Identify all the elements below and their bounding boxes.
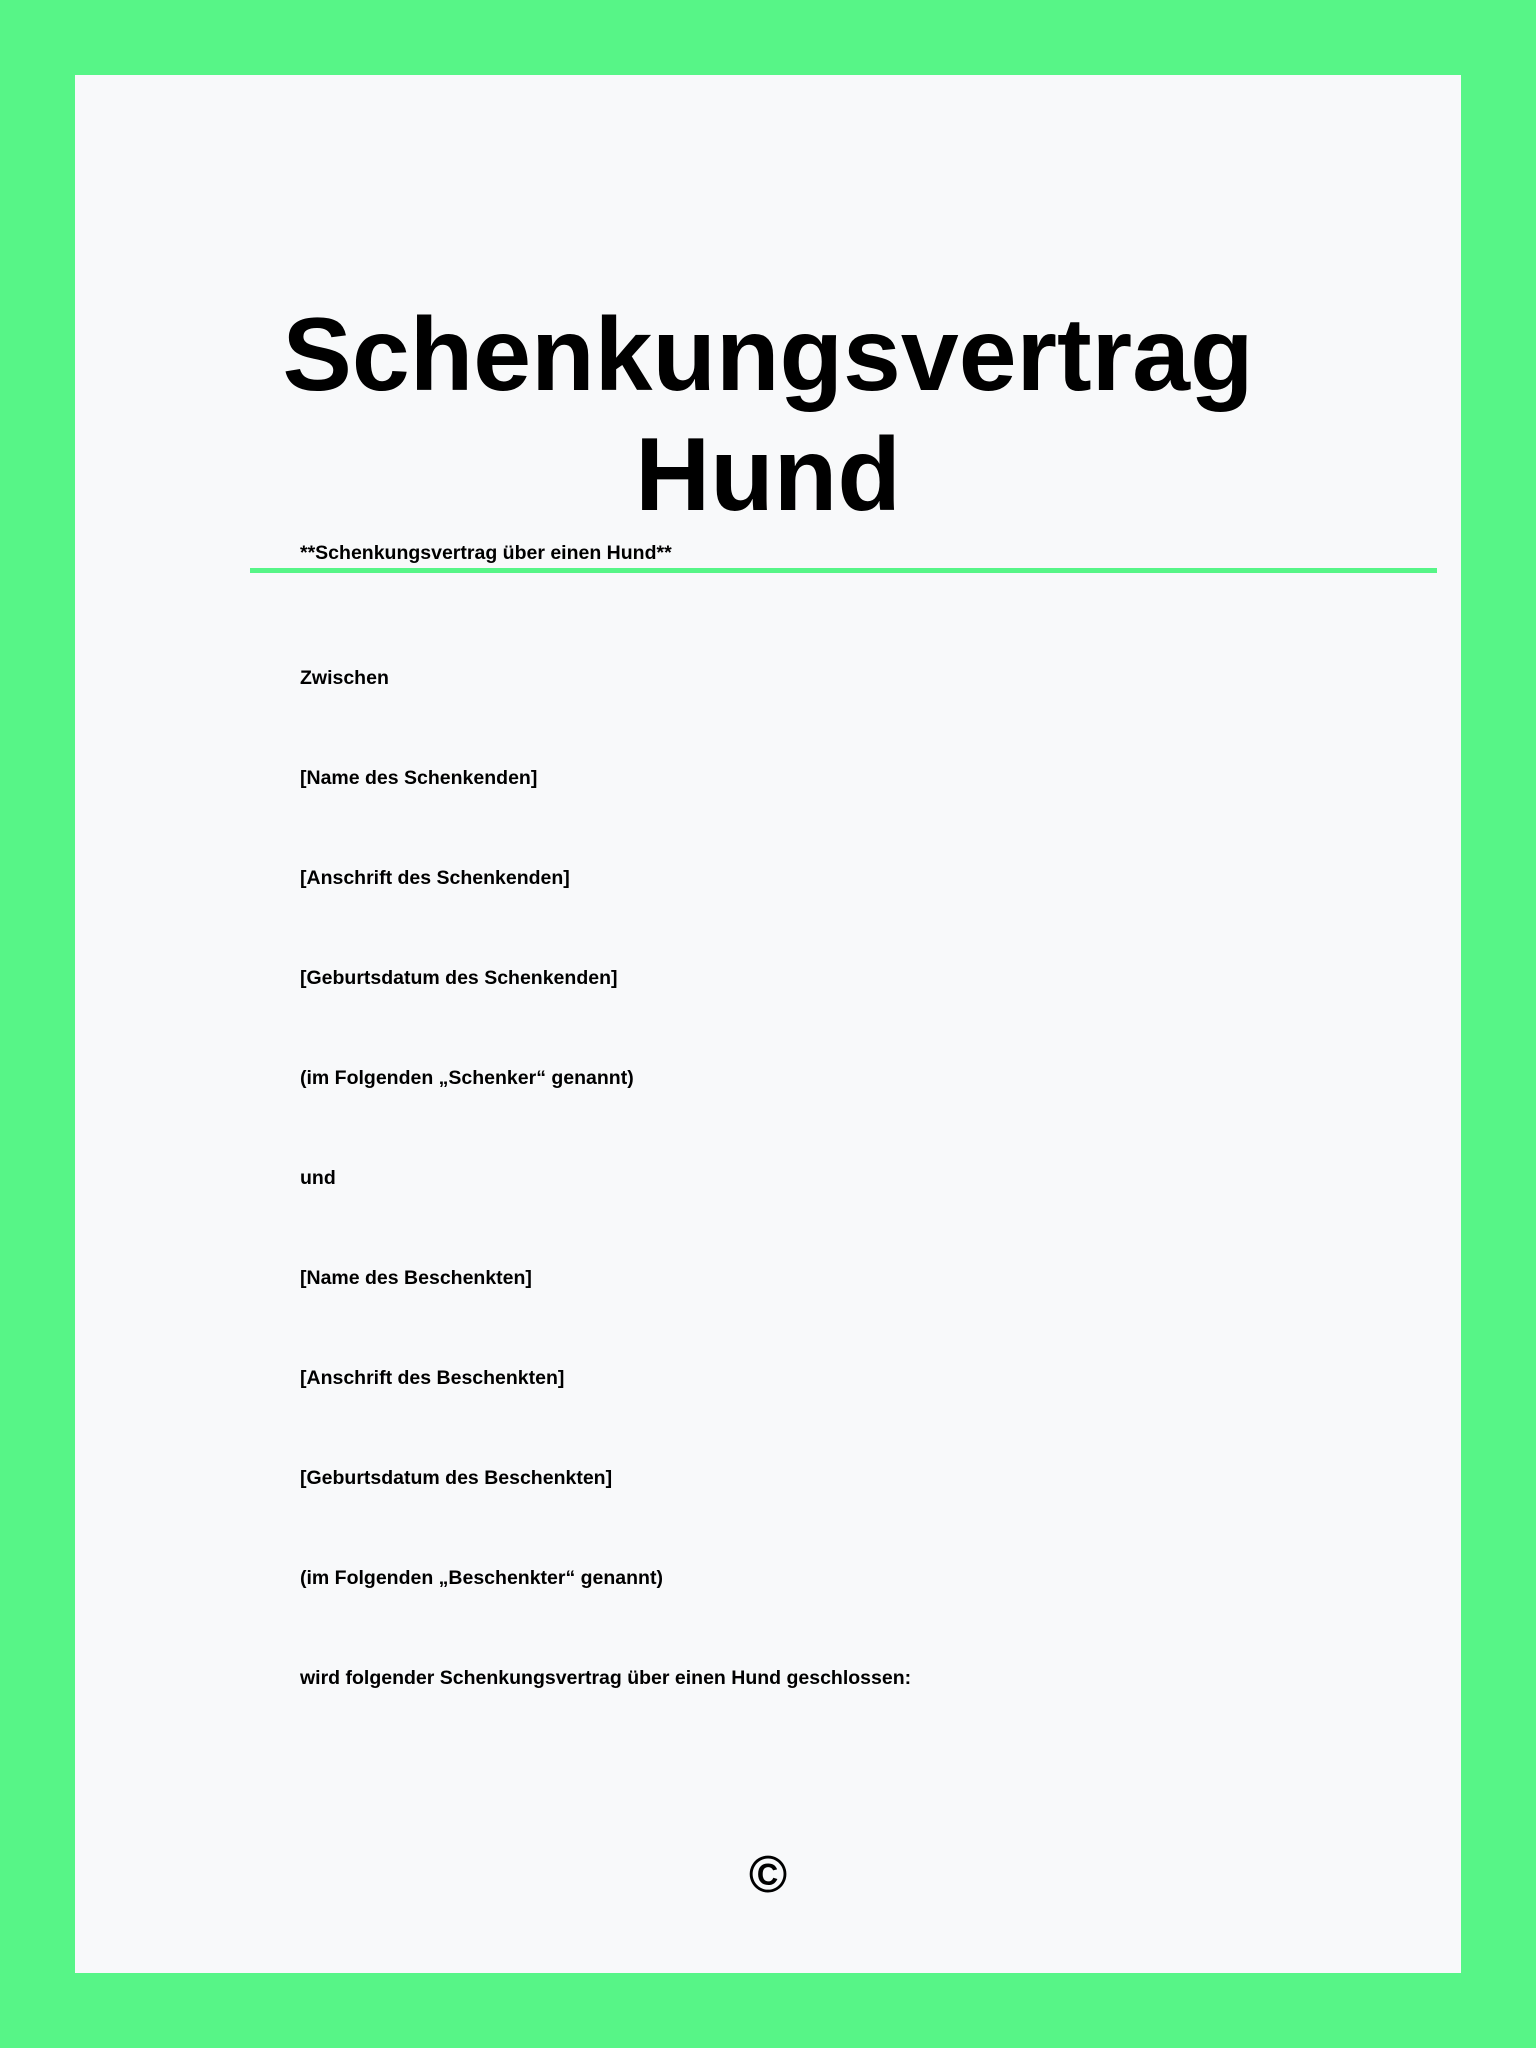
title-line-1: Schenkungsvertrag: [282, 297, 1254, 413]
paragraph-recipient-name: [Name des Beschenkten]: [300, 1267, 532, 1289]
paragraph-recipient-designation: (im Folgenden „Beschenkter“ genannt): [300, 1567, 663, 1589]
paragraph-and: und: [300, 1167, 336, 1189]
paragraph-recipient-address: [Anschrift des Beschenkten]: [300, 1367, 565, 1389]
document-title: [75, 295, 1461, 535]
paragraph-donor-address: [Anschrift des Schenkenden]: [300, 867, 570, 889]
paragraph-donor-birthdate: [Geburtsdatum des Schenkenden]: [300, 967, 618, 989]
copyright-icon: ©: [748, 1846, 788, 1904]
paragraph-donor-designation: (im Folgenden „Schenker“ genannt): [300, 1067, 634, 1089]
title-line-2: Hund: [635, 417, 901, 533]
title-divider: [250, 568, 1437, 573]
document-page: [75, 75, 1461, 1973]
paragraph-contract-intro: wird folgender Schenkungsvertrag über einen Hund geschlossen:: [300, 1667, 912, 1689]
paragraph-between: Zwischen: [300, 667, 389, 689]
paragraph-recipient-birthdate: [Geburtsdatum des Beschenkten]: [300, 1467, 613, 1489]
paragraph-donor-name: [Name des Schenkenden]: [300, 767, 538, 789]
contract-heading: **Schenkungsvertrag über einen Hund**: [300, 542, 672, 564]
